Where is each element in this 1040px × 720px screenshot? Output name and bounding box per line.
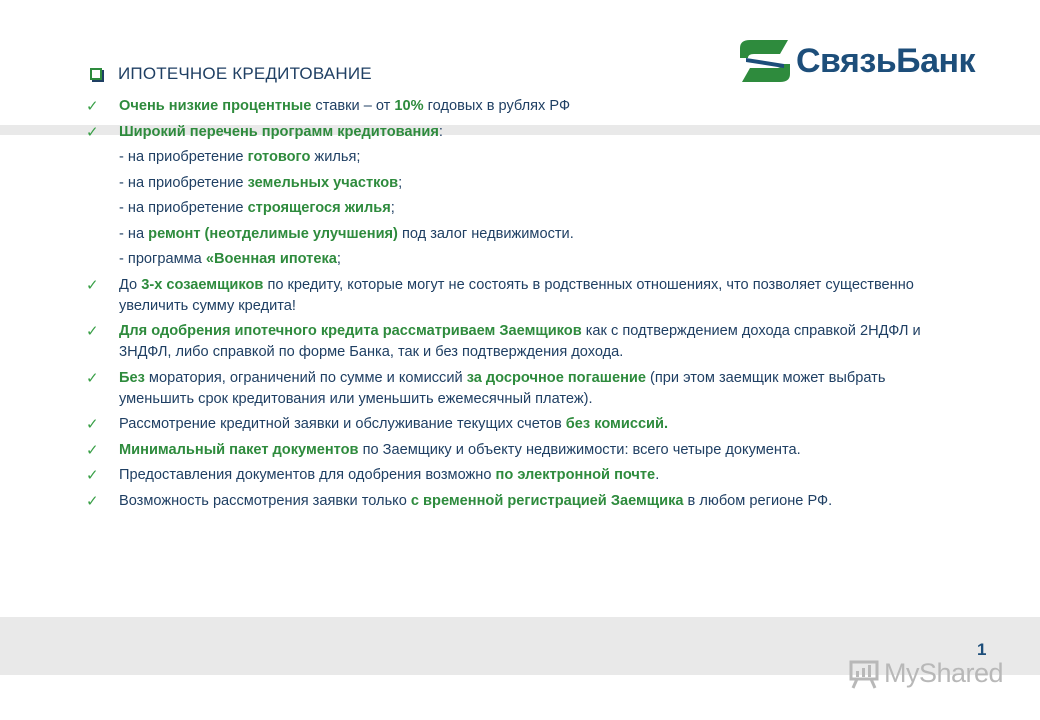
item-text: Рассмотрение кредитной заявки и обслуживание текущих счетов	[119, 416, 566, 432]
item-text: - на приобретение	[119, 149, 248, 165]
list-item	[86, 122, 946, 143]
highlighted-text: 3-х созаемщиков	[141, 276, 264, 293]
highlighted-text: без комиссий.	[565, 416, 669, 432]
highlighted-text: по электронной почте	[495, 467, 656, 483]
list-item	[86, 249, 946, 270]
highlighted-text: с временной регистрацией Заемщика	[410, 492, 684, 509]
square-bullet-icon	[90, 68, 102, 80]
list-item	[86, 198, 946, 219]
list-item	[86, 368, 946, 410]
checkmark-icon: ✓	[86, 123, 99, 141]
svyazbank-logo-icon	[740, 38, 790, 84]
item-text: (при этом заемщик может выбрать уменьшить срок кредитования или уменьшить ежемесячный платеж).	[119, 369, 886, 407]
checkmark-icon: ✓	[86, 416, 99, 433]
item-text: Предоставления документов для одобрения возможно	[119, 467, 496, 483]
highlighted-text: Для одобрения ипотечного кредита рассматриваем Заемщиков	[119, 323, 582, 339]
highlighted-text: строящегося жилья	[247, 200, 391, 216]
list-item	[86, 321, 946, 363]
item-text: .	[655, 467, 660, 483]
item-text: по Заемщику и объекту недвижимости: всего четыре документа.	[358, 441, 801, 458]
item-text: ставки – от	[315, 98, 395, 114]
item-text: жилья;	[310, 149, 361, 165]
heading-text: ИПОТЕЧНОЕ КРЕДИТОВАНИЕ	[118, 64, 372, 83]
highlighted-text: ремонт (неотделимые улучшения)	[148, 225, 398, 242]
section-heading	[90, 64, 372, 84]
list-item	[86, 491, 946, 512]
checkmark-icon: ✓	[86, 441, 99, 459]
svyazbank-logo	[740, 36, 975, 86]
highlighted-text: Широкий перечень программ кредитования	[119, 123, 439, 140]
item-text: До	[119, 276, 142, 293]
features-list	[86, 96, 946, 516]
checkmark-icon: ✓	[86, 98, 99, 115]
item-text: под залог недвижимости.	[397, 225, 574, 242]
item-text: - программа	[119, 251, 206, 267]
item-text: ;	[398, 174, 403, 191]
item-text: :	[438, 123, 443, 140]
item-text: - на	[119, 225, 149, 242]
item-text: как с подтверждением дохода справкой 2НДФЛ и 3НДФЛ, либо справкой по форме Банка, так и без подтверждения дохода.	[119, 323, 921, 360]
highlighted-text: 10%	[394, 98, 424, 114]
highlighted-text: Очень низкие процентные	[119, 98, 316, 114]
highlighted-text: за досрочное погашение	[466, 369, 646, 386]
list-item	[86, 96, 946, 117]
checkmark-icon: ✓	[86, 492, 99, 510]
item-text: в любом регионе РФ.	[683, 492, 833, 509]
highlighted-text: «Военная ипотека	[205, 251, 337, 267]
list-item	[86, 275, 946, 317]
presentation-board-icon	[848, 659, 880, 689]
item-text: ;	[336, 251, 341, 267]
watermark-text: MyShared	[884, 658, 1004, 688]
checkmark-icon: ✓	[86, 323, 99, 340]
item-text: Возможность рассмотрения заявки только	[119, 492, 411, 509]
list-item	[86, 414, 946, 435]
list-item	[86, 465, 946, 486]
list-item	[86, 440, 946, 461]
highlighted-text: земельных участков	[247, 174, 399, 191]
page-number: 1	[977, 640, 987, 659]
item-text: - на приобретение	[119, 174, 248, 191]
item-text: моратория, ограничений по сумме и комиссий	[144, 369, 467, 386]
checkmark-icon: ✓	[86, 467, 99, 484]
highlighted-text: Без	[119, 369, 145, 386]
highlighted-text: Минимальный пакет документов	[119, 441, 359, 458]
list-item	[86, 173, 946, 194]
item-text: годовых в рублях РФ	[423, 98, 571, 114]
watermark	[848, 658, 1003, 689]
checkmark-icon: ✓	[86, 276, 99, 294]
list-item	[86, 224, 946, 245]
list-item	[86, 147, 946, 168]
highlighted-text: готового	[247, 149, 311, 165]
logo-text: СвязьБанк	[796, 42, 976, 80]
item-text: - на приобретение	[119, 200, 248, 216]
checkmark-icon: ✓	[86, 369, 99, 387]
item-text: ;	[390, 200, 395, 216]
item-text: по кредиту, которые могут не состоять в родственных отношениях, что позволяет существенно увеличить сумму кредита!	[119, 276, 914, 314]
